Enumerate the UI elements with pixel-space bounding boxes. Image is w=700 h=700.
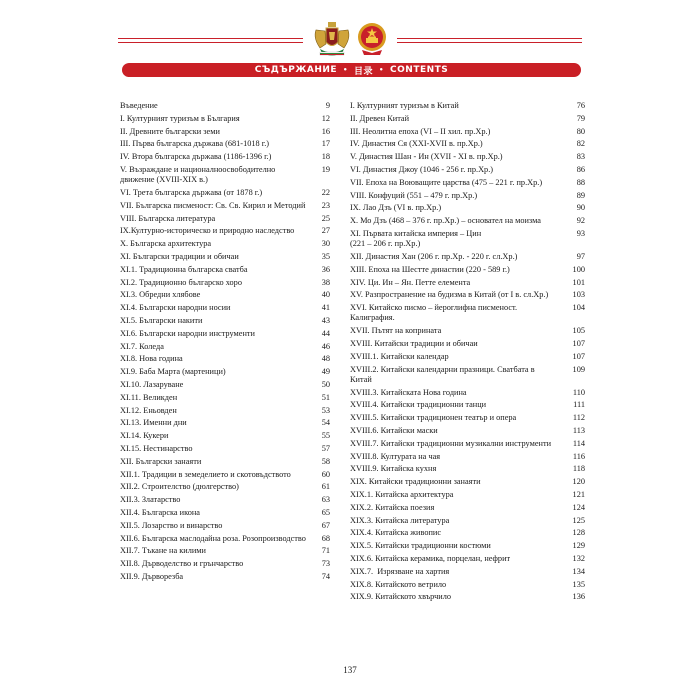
toc-entry (350, 592, 585, 602)
toc-entry-title: XI.7. Коледа (120, 341, 164, 351)
toc-entry-title: VIII. Българска литература (120, 213, 216, 223)
toc-entry (350, 101, 585, 111)
toc-entry-title: XIV. Ци. Ин – Ян. Петте елемента (350, 277, 471, 287)
toc-entry-page: 135 (572, 579, 585, 589)
toc-entry-title: XVIII.6. Китайски маски (350, 425, 438, 435)
toc-entry-page: 71 (321, 546, 330, 556)
toc-entry-page: 73 (321, 559, 330, 569)
toc-entry-title: XVI. Китайско писмо – йероглифна писменост. Калиграфия. (350, 303, 518, 323)
toc-entry-title: X. Българска архитектура (120, 239, 212, 249)
toc-entry-page: 107 (572, 351, 585, 361)
toc-entry-page: 63 (321, 495, 330, 505)
toc-entry (350, 516, 585, 526)
toc-entry-page: 17 (321, 139, 330, 149)
toc-entry-title: III. Първа българска държава (681-1018 г.) (120, 139, 270, 149)
toc-entry-page: 110 (572, 387, 585, 397)
toc-entry-title: VII. Българска писменост: Св. Св. Кирил и Методий (120, 200, 306, 210)
toc-entry (350, 580, 585, 590)
toc-entry (120, 101, 330, 111)
toc-entry-page: 54 (321, 418, 330, 428)
toc-entry (350, 352, 585, 362)
toc-entry (120, 290, 330, 300)
toc-entry (120, 278, 330, 288)
toc-entry-title: XI.13. Именни дни (120, 418, 187, 428)
toc-entry-title: IV. Династия Ся (XXI-XVII в. пр.Хр.) (350, 139, 483, 149)
toc-entry-title: XIX.8. Китайското ветрило (350, 579, 447, 589)
toc-entry-page: 9 (325, 101, 330, 110)
toc-entry-title: XI.9. Баба Марта (мартеници) (120, 367, 226, 377)
toc-entry (120, 226, 330, 236)
toc-entry-page: 40 (321, 290, 330, 300)
toc-entry-title: XI.6. Български народни инструменти (120, 328, 255, 338)
toc-entry-title: XV. Разпространение на будизма в Китай (от I в. сл.Хр.) (350, 290, 549, 300)
toc-entry-page: 49 (321, 367, 330, 377)
toc-entry (120, 534, 330, 544)
title-separator: • (379, 66, 385, 74)
toc-entry (120, 152, 330, 162)
toc-entry-page: 109 (572, 364, 585, 374)
toc-right-column (350, 101, 585, 605)
toc-entry-title: II. Древните български земи (120, 126, 220, 136)
toc-entry-title: XIX.1. Китайска архитектура (350, 489, 454, 499)
toc-entry-title: XVII. Пътят на коприната (350, 326, 442, 336)
toc-entry-title: IX. Лао Дзъ (VI в. пр.Хр.) (350, 203, 442, 213)
toc-entry-title: XII.9. Дърворезба (120, 571, 184, 581)
toc-entry-title: XIX.4. Китайска живопис (350, 528, 442, 538)
toc-entry-title: XI.15. Нестинарство (120, 443, 193, 453)
toc-entry-page: 128 (572, 528, 585, 538)
toc-entry-page: 25 (321, 213, 330, 223)
toc-entry-title: XVIII.1. Китайски календар (350, 351, 449, 361)
toc-entry-page: 48 (321, 354, 330, 364)
toc-entry (350, 165, 585, 175)
bulgarian-coat-of-arms-icon (312, 22, 352, 58)
toc-entry (120, 444, 330, 454)
toc-entry-title: XVIII.9. Китайска кухня (350, 464, 437, 474)
toc-entry-title: XIX.9. Китайското хвърчило (350, 592, 452, 602)
toc-entry-title: XVIII.2. Китайски календарни празници. Сватбата в Китай (350, 364, 535, 384)
toc-entry-title: XIX. Китайски традиционни занаяти (350, 477, 481, 487)
toc-left-column (120, 101, 330, 585)
title-separator: • (343, 66, 349, 74)
toc-entry-page: 30 (321, 239, 330, 249)
toc-entry-title: XI.12. Еньовден (120, 405, 177, 415)
toc-entry (350, 426, 585, 436)
toc-entry-page: 58 (321, 456, 330, 466)
toc-entry-title: XVIII. Китайски традиции и обичаи (350, 338, 478, 348)
toc-entry-page: 36 (321, 264, 330, 274)
toc-entry-page: 97 (576, 251, 585, 261)
toc-entry (120, 188, 330, 198)
toc-entry-page: 124 (572, 502, 585, 512)
toc-entry (120, 418, 330, 428)
toc-entry-page: 120 (572, 477, 585, 487)
toc-entry (120, 393, 330, 403)
toc-entry-page: 132 (572, 553, 585, 563)
toc-entry (120, 114, 330, 124)
toc-entry (350, 339, 585, 349)
toc-entry (120, 457, 330, 467)
toc-entry-page: 83 (576, 152, 585, 162)
toc-entry-title: XII.6. Българска маслодайна роза. Розопроизводство (120, 533, 306, 543)
toc-entry (350, 203, 585, 213)
toc-entry-page: 18 (321, 152, 330, 162)
toc-entry-title: III. Неолитна епоха (VI – II хил. пр.Хр.) (350, 126, 491, 136)
toc-entry (350, 452, 585, 462)
toc-entry-title: XII.1. Традиции в земеделието и скотовъдството (120, 469, 291, 479)
toc-entry-page: 61 (321, 482, 330, 492)
toc-entry-page: 129 (572, 541, 585, 551)
toc-entry-title: I. Културният туризъм в Китай (350, 101, 459, 110)
toc-entry-title: V. Възраждане и националноосвободително движение (XVIII-XIX в.) (120, 164, 276, 185)
toc-entry (350, 413, 585, 423)
toc-entry-title: XI.10. Лазаруване (120, 379, 184, 389)
toc-entry (120, 265, 330, 275)
toc-entry (120, 342, 330, 352)
toc-entry (350, 178, 585, 188)
toc-entry (120, 165, 330, 185)
toc-entry (120, 495, 330, 505)
toc-entry-page: 105 (572, 326, 585, 336)
toc-entry-page: 68 (321, 533, 330, 543)
toc-entry-page: 101 (572, 277, 585, 287)
toc-entry-title: VI. Династия Джоу (1046 - 256 г. пр.Хр.) (350, 164, 494, 174)
toc-entry-title: IV. Втора българска държава (1186-1396 г.) (120, 152, 272, 162)
toc-entry (350, 265, 585, 275)
toc-entry (120, 406, 330, 416)
chinese-national-emblem-icon (356, 22, 388, 56)
toc-entry-title: XI.2. Традиционно българско хоро (120, 277, 242, 287)
toc-entry (350, 114, 585, 124)
toc-entry (350, 303, 585, 323)
toc-entry-page: 118 (572, 464, 585, 474)
toc-entry (120, 367, 330, 377)
toc-entry (350, 278, 585, 288)
toc-entry (120, 303, 330, 313)
toc-entry (350, 139, 585, 149)
title-bulgarian: СЪДЪРЖАНИЕ (254, 65, 338, 75)
toc-entry-title: XVIII.8. Културата на чая (350, 451, 441, 461)
toc-entry (120, 521, 330, 531)
toc-entry-title: X. Мо Дзъ (468 – 376 г. пр.Хр.) – основател на моизма (350, 216, 541, 226)
header-rule-right-2 (397, 42, 582, 43)
toc-entry-page: 136 (572, 592, 585, 602)
toc-entry (120, 316, 330, 326)
toc-entry-title: XII. Български занаяти (120, 456, 202, 466)
toc-entry (350, 400, 585, 410)
toc-entry-page: 107 (572, 338, 585, 348)
toc-entry (350, 152, 585, 162)
toc-entry-page: 12 (321, 113, 330, 123)
toc-entry-page: 43 (321, 315, 330, 325)
toc-entry-page: 82 (576, 139, 585, 149)
toc-entry-title: II. Древен Китай (350, 113, 410, 123)
toc-entry-title: XIX.7. Изрязване на хартия (350, 566, 450, 576)
toc-entry (120, 354, 330, 364)
toc-entry-page: 41 (321, 303, 330, 313)
toc-entry-page: 79 (576, 113, 585, 123)
toc-entry-title: XI.1. Традиционна българска сватба (120, 264, 248, 274)
toc-entry-page: 114 (572, 438, 585, 448)
toc-entry-page: 90 (576, 203, 585, 213)
toc-entry (120, 482, 330, 492)
toc-entry-title: XI.14. Кукери (120, 431, 169, 441)
toc-entry-title: V. Династия Шан - Ин (XVII - XI в. пр.Хр.) (350, 152, 503, 162)
toc-entry (350, 216, 585, 226)
toc-entry-title: XII.2. Строителство (дюлгерство) (120, 482, 239, 492)
toc-entry (350, 229, 585, 249)
toc-entry (120, 201, 330, 211)
header-rule-right (397, 38, 582, 39)
toc-entry-page: 134 (572, 566, 585, 576)
toc-entry-page: 111 (573, 400, 585, 410)
toc-entry-title: I. Културният туризъм в България (120, 113, 240, 123)
toc-entry-title: XVIII.3. Китайската Нова година (350, 387, 467, 397)
toc-entry-title: XII.5. Лозарство и винарство (120, 520, 223, 530)
toc-entry-title: XII.8. Дърводелство и грънчарство (120, 559, 244, 569)
toc-entry (350, 528, 585, 538)
toc-entry-title: XI.11. Великден (120, 392, 178, 402)
title-english: CONTENTS (390, 65, 449, 75)
toc-entry (120, 572, 330, 582)
toc-entry-page: 19 (321, 164, 330, 174)
toc-entry-title: XI. Български традиции и обичаи (120, 251, 239, 261)
toc-entry (350, 439, 585, 449)
toc-entry (120, 239, 330, 249)
toc-entry-page: 104 (572, 303, 585, 313)
toc-entry-page: 88 (576, 177, 585, 187)
toc-entry-page: 27 (321, 226, 330, 236)
header-rule-left-2 (118, 42, 303, 43)
toc-entry (350, 464, 585, 474)
header-rule-left (118, 38, 303, 39)
toc-entry-page: 92 (576, 216, 585, 226)
toc-entry-title: XIX.2. Китайска поезия (350, 502, 435, 512)
toc-entry-title: XI.5. Български накити (120, 315, 203, 325)
toc-entry-page: 57 (321, 443, 330, 453)
toc-entry (350, 477, 585, 487)
toc-entry-title: VII. Епоха на Воюващите царства (475 – 221 г. пр.Хр.) (350, 177, 543, 187)
toc-entry-page: 113 (572, 425, 585, 435)
toc-entry-page: 16 (321, 126, 330, 136)
toc-entry-page: 38 (321, 277, 330, 287)
toc-entry-page: 46 (321, 341, 330, 351)
toc-entry-title: XI.8. Нова година (120, 354, 183, 364)
contents-title-banner (122, 63, 581, 77)
toc-entry-title: XVIII.7. Китайски традиционни музикални инструменти (350, 438, 552, 448)
toc-entry-title: XII.7. Тъкане на килими (120, 546, 206, 556)
title-chinese: 目录 (354, 66, 374, 77)
toc-entry-page: 89 (576, 190, 585, 200)
toc-entry (120, 470, 330, 480)
toc-entry-title: IX.Културно-историческо и природно наследство (120, 226, 295, 236)
toc-entry-page: 116 (572, 451, 585, 461)
toc-entry-title: XIII. Епоха на Шестте династии (220 - 589 г.) (350, 264, 510, 274)
toc-entry-page: 51 (321, 392, 330, 402)
toc-entry (350, 554, 585, 564)
toc-entry-page: 22 (321, 187, 330, 197)
toc-entry (120, 380, 330, 390)
toc-entry (120, 559, 330, 569)
toc-entry (350, 490, 585, 500)
toc-entry (120, 508, 330, 518)
toc-entry-title: Въведение (120, 101, 158, 110)
toc-entry (350, 252, 585, 262)
toc-entry (350, 326, 585, 336)
toc-entry-page: 35 (321, 251, 330, 261)
toc-entry-title: VIII. Конфуций (551 – 479 г. пр.Хр.) (350, 190, 478, 200)
toc-entry (120, 252, 330, 262)
toc-entry-title: XII.3. Златарство (120, 495, 181, 505)
toc-entry-page: 67 (321, 520, 330, 530)
toc-entry (350, 541, 585, 551)
toc-entry-title: VI. Трета българска държава (от 1878 г.) (120, 187, 263, 197)
toc-entry-title: XI.3. Обредни хлябове (120, 290, 201, 300)
toc-entry-title: XI.4. Български народни носии (120, 303, 231, 313)
toc-entry-page: 76 (576, 101, 585, 110)
toc-entry (350, 567, 585, 577)
toc-entry (350, 365, 585, 385)
toc-entry-page: 80 (576, 126, 585, 136)
toc-entry-page: 112 (572, 413, 585, 423)
toc-entry-title: XII. Династия Хан (206 г. пр.Хр. - 220 г. сл.Хр.) (350, 251, 518, 261)
toc-entry-page: 23 (321, 200, 330, 210)
toc-entry-title: XI. Първата китайска империя – Цин (221 – 206 г. пр.Хр.) (350, 228, 482, 249)
toc-entry-title: XIX.6. Китайска керамика, порцелан, нефрит (350, 553, 511, 563)
toc-entry-title: XVIII.4. Китайски традиционни танци (350, 400, 487, 410)
toc-entry (120, 329, 330, 339)
toc-entry-page: 100 (572, 264, 585, 274)
toc-entry-page: 103 (572, 290, 585, 300)
toc-entry (350, 290, 585, 300)
page-number: 137 (343, 665, 357, 675)
toc-entry (120, 431, 330, 441)
toc-entry-page: 125 (572, 515, 585, 525)
toc-entry-page: 55 (321, 431, 330, 441)
toc-entry-page: 53 (321, 405, 330, 415)
toc-entry (350, 503, 585, 513)
toc-entry (120, 546, 330, 556)
toc-entry (350, 127, 585, 137)
toc-entry-page: 60 (321, 469, 330, 479)
toc-entry (120, 139, 330, 149)
toc-entry-page: 93 (576, 228, 585, 238)
toc-entry-page: 86 (576, 164, 585, 174)
toc-entry-page: 44 (321, 328, 330, 338)
toc-entry-title: XIX.5. Китайски традиционни костюми (350, 541, 491, 551)
toc-entry (350, 388, 585, 398)
toc-entry (120, 127, 330, 137)
toc-entry-title: XVIII.5. Китайски традиционен театър и опера (350, 413, 517, 423)
toc-entry-title: XII.4. Българска икона (120, 507, 200, 517)
toc-entry-page: 74 (321, 571, 330, 581)
toc-entry-page: 65 (321, 507, 330, 517)
toc-entry-page: 50 (321, 379, 330, 389)
toc-entry (120, 214, 330, 224)
toc-entry (350, 191, 585, 201)
toc-entry-title: XIX.3. Китайска литература (350, 515, 450, 525)
toc-entry-page: 121 (572, 489, 585, 499)
